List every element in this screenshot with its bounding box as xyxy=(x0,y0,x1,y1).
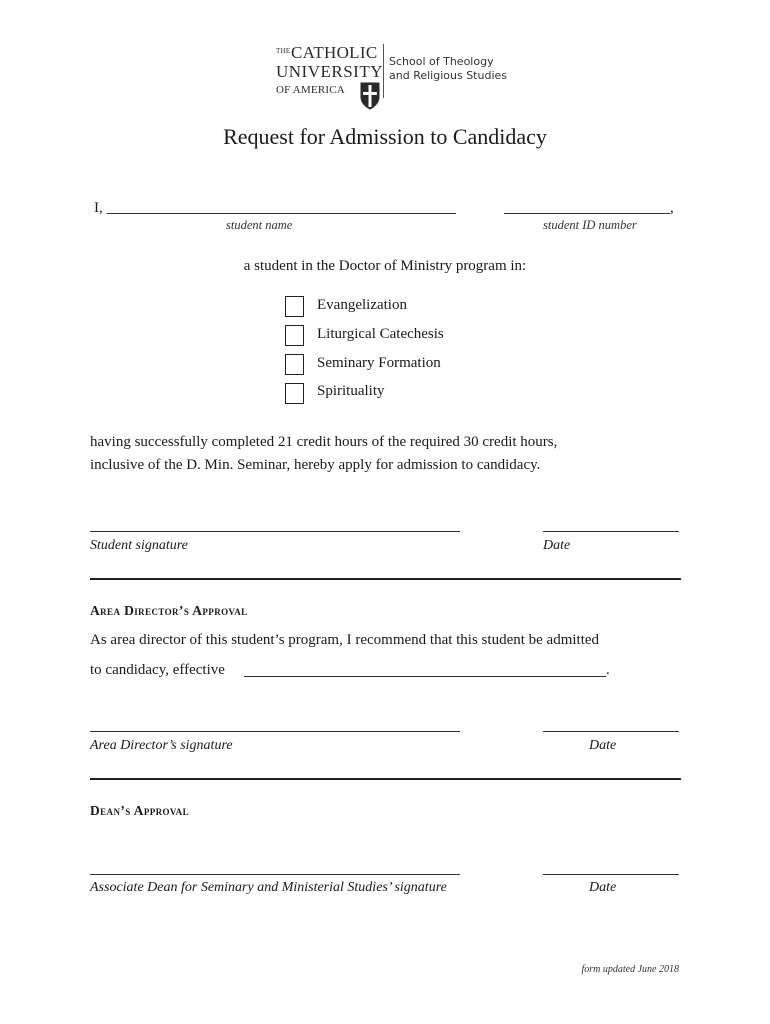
checkbox-spirituality[interactable] xyxy=(285,383,304,404)
program-intro: a student in the Doctor of Ministry program in: xyxy=(243,258,527,274)
applicant-prefix: I, xyxy=(94,200,103,216)
effective-date-field[interactable] xyxy=(244,676,606,677)
student-date-field[interactable] xyxy=(543,531,679,532)
dean-date-label: Date xyxy=(589,880,617,895)
dean-signature-field[interactable] xyxy=(90,874,460,875)
shield-cross-icon xyxy=(360,82,380,110)
logo-university-text: UNIVERSITY xyxy=(276,62,383,81)
checkbox-evangelization[interactable] xyxy=(285,296,304,317)
student-signature-label: Student signature xyxy=(90,538,188,553)
option-label-liturgical-catechesis: Liturgical Catechesis xyxy=(317,326,444,342)
statement-line-2: inclusive of the D. Min. Seminar, hereby apply for admission to candidacy. xyxy=(90,457,541,473)
school-name xyxy=(389,55,507,83)
logo-catholic-text: CATHOLIC xyxy=(291,43,378,62)
form-updated-note: form updated June 2018 xyxy=(581,964,679,975)
logo-the-text: THE xyxy=(276,47,291,55)
student-name-caption: student name xyxy=(226,218,293,232)
area-director-signature-label: Area Director’s signature xyxy=(90,738,233,753)
statement-line-1: having successfully completed 21 credit hours of the required 30 credit hours, xyxy=(90,434,558,450)
logo-divider xyxy=(383,44,384,98)
area-director-date-field[interactable] xyxy=(543,731,679,732)
option-label-spirituality: Spirituality xyxy=(317,383,385,399)
logo-of-america-text: OF AMERICA xyxy=(276,84,345,96)
section-divider-1 xyxy=(90,578,681,580)
student-signature-field[interactable] xyxy=(90,531,460,532)
dean-signature-label: Associate Dean for Seminary and Ministerial Studies’ signature xyxy=(90,880,447,895)
student-id-field[interactable] xyxy=(504,213,670,214)
student-name-field[interactable] xyxy=(107,213,456,214)
area-director-text-line-2: to candidacy, effective xyxy=(90,662,225,678)
effective-date-period: . xyxy=(606,662,610,678)
page-title: Request for Admission to Candidacy xyxy=(223,124,547,149)
option-label-evangelization: Evangelization xyxy=(317,297,407,313)
area-director-signature-field[interactable] xyxy=(90,731,460,732)
school-name-line2: and Religious Studies xyxy=(389,69,507,82)
section-divider-2 xyxy=(90,778,681,780)
checkbox-seminary-formation[interactable] xyxy=(285,354,304,375)
area-director-text-line-1: As area director of this student’s program, I recommend that this student be admitted xyxy=(90,632,600,648)
option-label-seminary-formation: Seminary Formation xyxy=(317,355,441,371)
checkbox-liturgical-catechesis[interactable] xyxy=(285,325,304,346)
applicant-comma: , xyxy=(670,200,674,216)
area-director-date-label: Date xyxy=(589,738,617,753)
student-id-caption: student ID number xyxy=(543,218,637,232)
area-director-heading: Area Director’s Approval xyxy=(90,603,248,618)
dean-heading: Dean’s Approval xyxy=(90,803,189,818)
dean-date-field[interactable] xyxy=(543,874,679,875)
school-name-line1: School of Theology xyxy=(389,55,494,68)
university-logo xyxy=(276,44,382,110)
student-date-label: Date xyxy=(543,538,571,553)
